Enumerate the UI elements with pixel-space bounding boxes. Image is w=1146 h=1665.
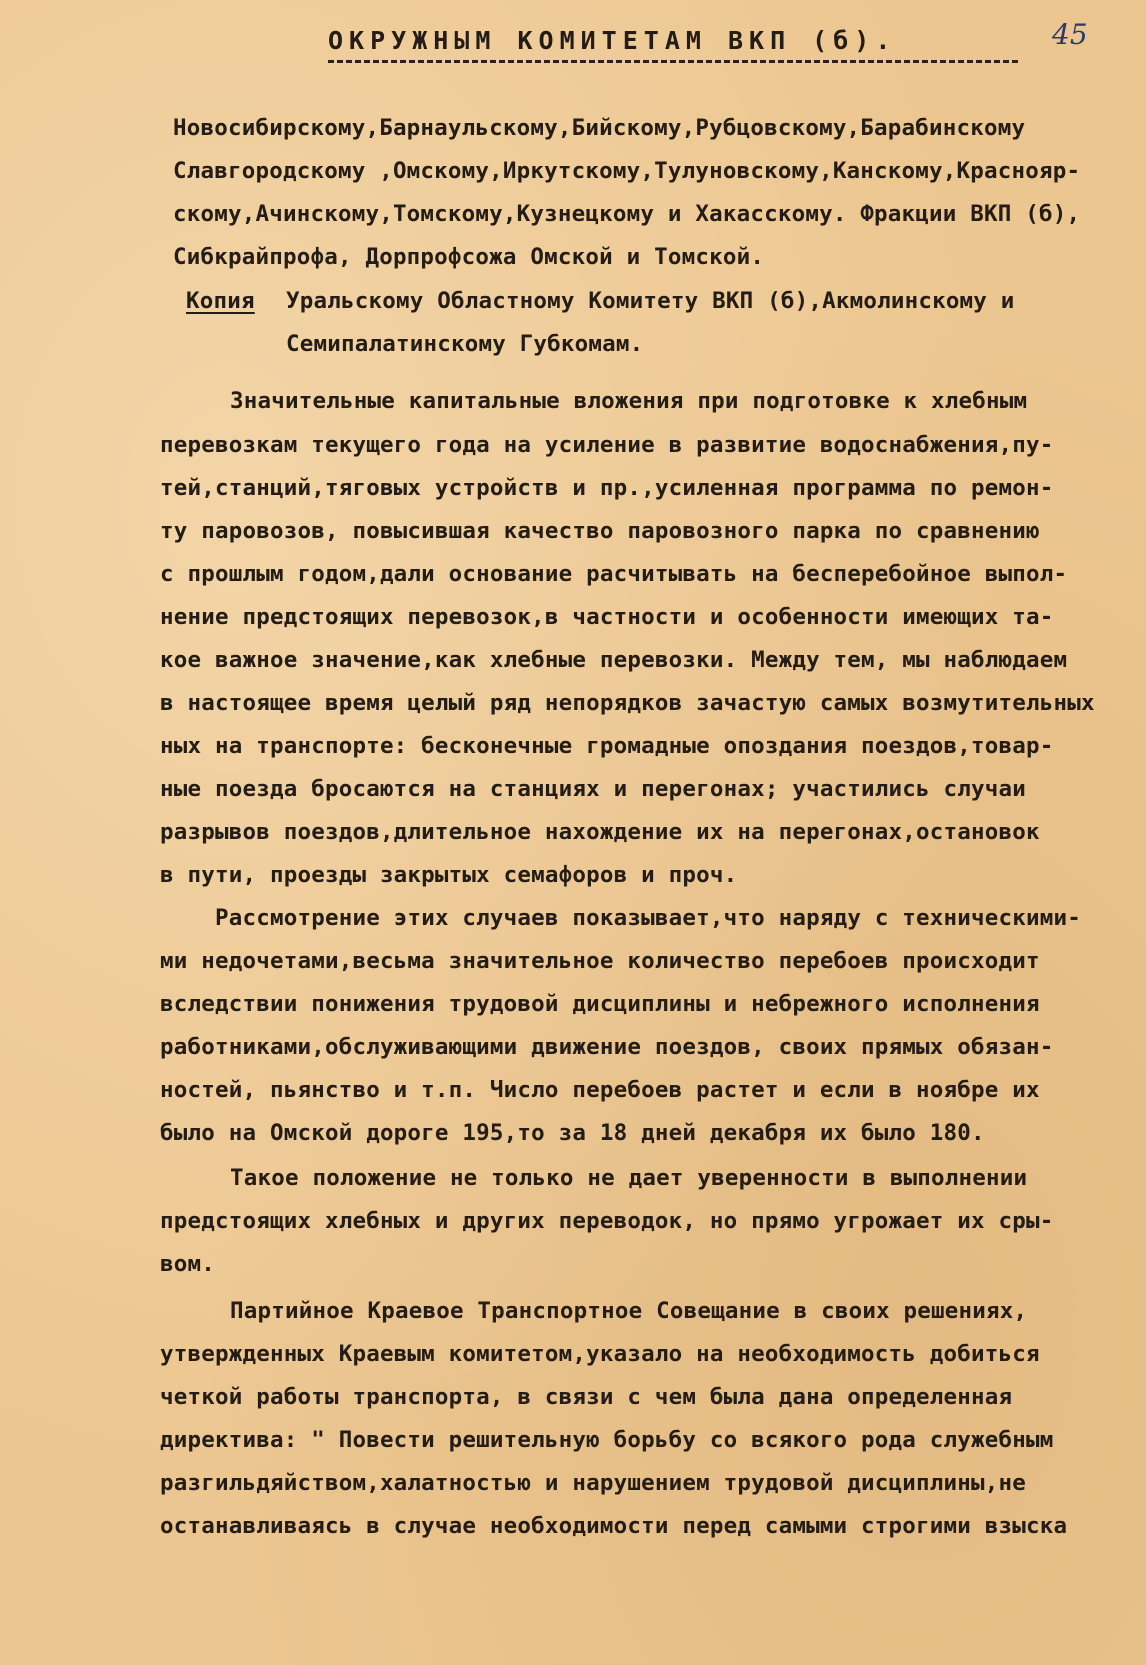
body-line: предстоящих хлебных и других переводок, но прямо угрожает их сры- xyxy=(160,1208,1054,1234)
body-line: директива: " Повести решительную борьбу со всякого рода служебным xyxy=(160,1427,1054,1453)
body-line: было на Омской дороге 195,то за 18 дней декабря их было 180. xyxy=(160,1120,985,1146)
body-line: разрывов поездов,длительное нахождение их на перегонах,остановок xyxy=(160,819,1040,845)
body-line: с прошлым годом,дали основание расчитывать на бесперебойное выпол- xyxy=(160,561,1068,587)
body-line: Рассмотрение этих случаев показывает,что наряду с техническими- xyxy=(215,905,1082,931)
body-line: Значительные капитальные вложения при подготовке к хлебным xyxy=(230,388,1028,414)
addressee-line: Новосибирскому,Барнаульскому,Бийскому,Рубцовскому,Барабинскому xyxy=(173,115,1026,141)
addressee-line: Сибкрайпрофа, Дорпрофсожа Омской и Томской. xyxy=(173,244,765,270)
copy-line: Уральскому Областному Комитету ВКП (б),Акмолинскому и xyxy=(286,288,1015,314)
body-line: нение предстоящих перевозок,в частности и особенности имеющих та- xyxy=(160,604,1054,630)
body-line: Такое положение не только не дает уверенности в выполнении xyxy=(230,1165,1028,1191)
body-line: перевозкам текущего года на усиление в развитие водоснабжения,пу- xyxy=(160,432,1054,458)
copy-label: Копия xyxy=(186,288,255,314)
title-underline xyxy=(328,60,1018,63)
copy-line: Семипалатинскому Губкомам. xyxy=(286,331,644,357)
body-line: Партийное Краевое Транспортное Совещание в своих решениях, xyxy=(230,1298,1028,1324)
body-line: в настоящее время целый ряд непорядков зачастую самых возмутительных xyxy=(160,690,1095,716)
body-line: ту паровозов, повысившая качество паровозного парка по сравнению xyxy=(160,518,1040,544)
body-line: кое важное значение,как хлебные перевозки. Между тем, мы наблюдаем xyxy=(160,647,1068,673)
body-line: разгильдяйством,халатностью и нарушением трудовой дисциплины,не xyxy=(160,1470,1027,1496)
body-line: вследствии понижения трудовой дисциплины и небрежного исполнения xyxy=(160,991,1040,1017)
body-line: утвержденных Краевым комитетом,указало на необходимость добиться xyxy=(160,1341,1040,1367)
document-title: ОКРУЖНЫМ КОМИТЕТАМ ВКП (б). xyxy=(328,26,897,55)
page-number: 45 xyxy=(1052,18,1088,51)
body-line: ностей, пьянство и т.п. Число перебоев растет и если в ноябре их xyxy=(160,1077,1040,1103)
body-line: четкой работы транспорта, в связи с чем была дана определенная xyxy=(160,1384,1013,1410)
body-line: вом. xyxy=(160,1251,215,1277)
addressee-line: Славгородскому ,Омскому,Иркутскому,Тулуновскому,Канскому,Краснояр- xyxy=(173,158,1081,184)
body-line: ных на транспорте: бесконечные громадные опоздания поездов,товар- xyxy=(160,733,1054,759)
body-line: ми недочетами,весьма значительное количество перебоев происходит xyxy=(160,948,1040,974)
body-line: тей,станций,тяговых устройств и пр.,усиленная программа по ремон- xyxy=(160,475,1054,501)
body-line: работниками,обслуживающими движение поездов, своих прямых обязан- xyxy=(160,1034,1054,1060)
body-line: останавливаясь в случае необходимости перед самыми строгими взыска xyxy=(160,1513,1068,1539)
body-line: ные поезда бросаются на станциях и перегонах; участились случаи xyxy=(160,776,1027,802)
addressee-line: скому,Ачинскому,Томскому,Кузнецкому и Хакасскому. Фракции ВКП (б), xyxy=(173,201,1081,227)
body-line: в пути, проезды закрытых семафоров и проч. xyxy=(160,862,738,888)
